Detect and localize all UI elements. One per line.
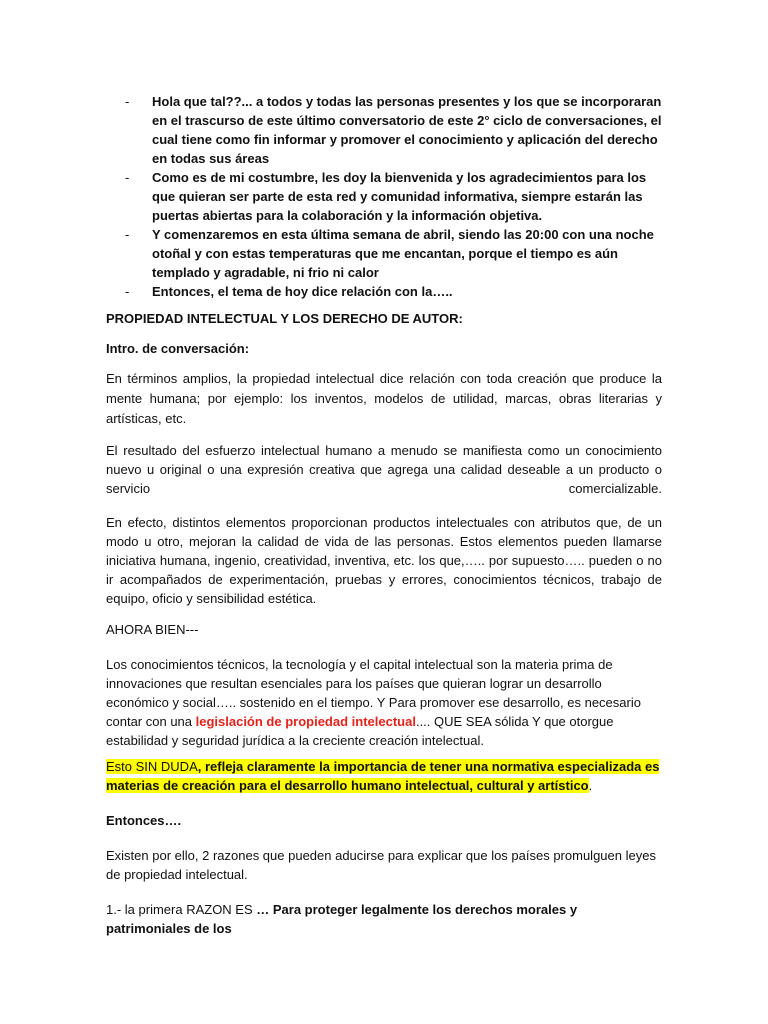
paragraph-2-body: El resultado del esfuerzo intelectual humano a menudo se manifiesta como un conocimiento nuevo u original o una expresión creativa que agrega una calidad deseable a un producto o (106, 443, 662, 477)
bullet-item-3 (125, 225, 665, 282)
bullet-dash: - (125, 227, 130, 242)
section-heading: PROPIEDAD INTELECTUAL Y LOS DERECHO DE AUTOR: (106, 311, 463, 326)
paragraph-6-start: 1.- la primera RAZON ES (106, 902, 253, 917)
bullet-dash: - (125, 284, 130, 299)
paragraph-4-start: Los conocimientos técnicos, la tecnología y el capital intelectual son la materia prima de innovaciones que resultan esenciales para los países que quieran lograr un desarrollo económico y social….. sostenido en el tiempo. Y Para promover ese desarrollo, es necesario contar con una (106, 657, 641, 729)
bullet-text: Como es de mi costumbre, les doy la bienvenida y los agradecimientos para los que quieran ser parte de esta red y comunidad informativa, siempre estarán las puertas abiertas para la colaboración y la información objetiva. (152, 170, 647, 223)
ahora-bien-line: AHORA BIEN--- (106, 622, 199, 637)
bullet-text: Hola que tal??... a todos y todas las personas presentes y los que se incorporaran en el trascurso de este último conversatorio de este 2° ciclo de conversaciones, el cual tiene como fin informar y promover el conocimiento y aplicación del derecho en todas sus áreas (152, 94, 662, 166)
paragraph-4-end: .... QUE SEA sólida Y que otorgue estabilidad y seguridad jurídica a la creciente creación intelectual. (106, 714, 614, 748)
bullet-dash: - (125, 170, 130, 185)
paragraph-2 (106, 441, 662, 498)
highlight-start: Esto SIN DUDA (106, 759, 198, 774)
bullet-item-4 (125, 282, 665, 301)
paragraph-2-right: comercializable. (568, 481, 662, 496)
paragraph-5: Existen por ello, 2 razones que pueden aducirse para explicar que los países promulguen leyes de propiedad intelectual. (106, 848, 656, 882)
bullet-dash: - (125, 94, 130, 109)
bullet-item-2 (125, 168, 665, 225)
legislation-phrase: legislación de propiedad intelectual (195, 714, 416, 729)
paragraph-4 (106, 655, 662, 750)
highlighted-paragraph (106, 757, 662, 795)
intro-label: Intro. de conversación: (106, 341, 250, 356)
intro-bullet-list (125, 92, 665, 301)
paragraph-1: En términos amplios, la propiedad intelectual dice relación con toda creación que produce la mente humana; por ejemplo: los inventos, modelos de utilidad, marcas, obras literarias y artísticas, etc. (106, 371, 662, 426)
paragraph-6 (106, 900, 662, 938)
bullet-text: Y comenzaremos en esta última semana de abril, siendo las 20:00 con una noche otoñal y con estas temperaturas que me encantan, porque el tiempo es aún templado y agradable, ni frio ni calor (152, 227, 654, 280)
paragraph-2-left: servicio (106, 481, 151, 496)
highlight-rest: , refleja claramente la importancia de tener una normativa especializada es materias de creación para el desarrollo humano intelectual, cultural y artístico (106, 759, 660, 793)
bullet-item-1 (125, 92, 665, 168)
entonces-line: Entonces…. (106, 813, 182, 828)
bullet-text: Entonces, el tema de hoy dice relación con la….. (152, 284, 453, 299)
highlight-tail: . (588, 778, 593, 793)
paragraph-2-last-line (106, 479, 662, 498)
paragraph-6-rest: … Para proteger legalmente los derechos morales y patrimoniales de los (106, 902, 578, 936)
paragraph-3: En efecto, distintos elementos proporcionan productos intelectuales con atributos que, de un modo u otro, mejoran la calidad de vida de las personas. Estos elementos pueden llamarse iniciativa humana, ingenio, creatividad, inventiva, etc. los que,….. por supuesto….. pueden o no ir acompañados de experimentación, pruebas y errores, conocimientos técnicos, trabajo de equipo, oficio y sensibilidad estética. (106, 515, 662, 606)
